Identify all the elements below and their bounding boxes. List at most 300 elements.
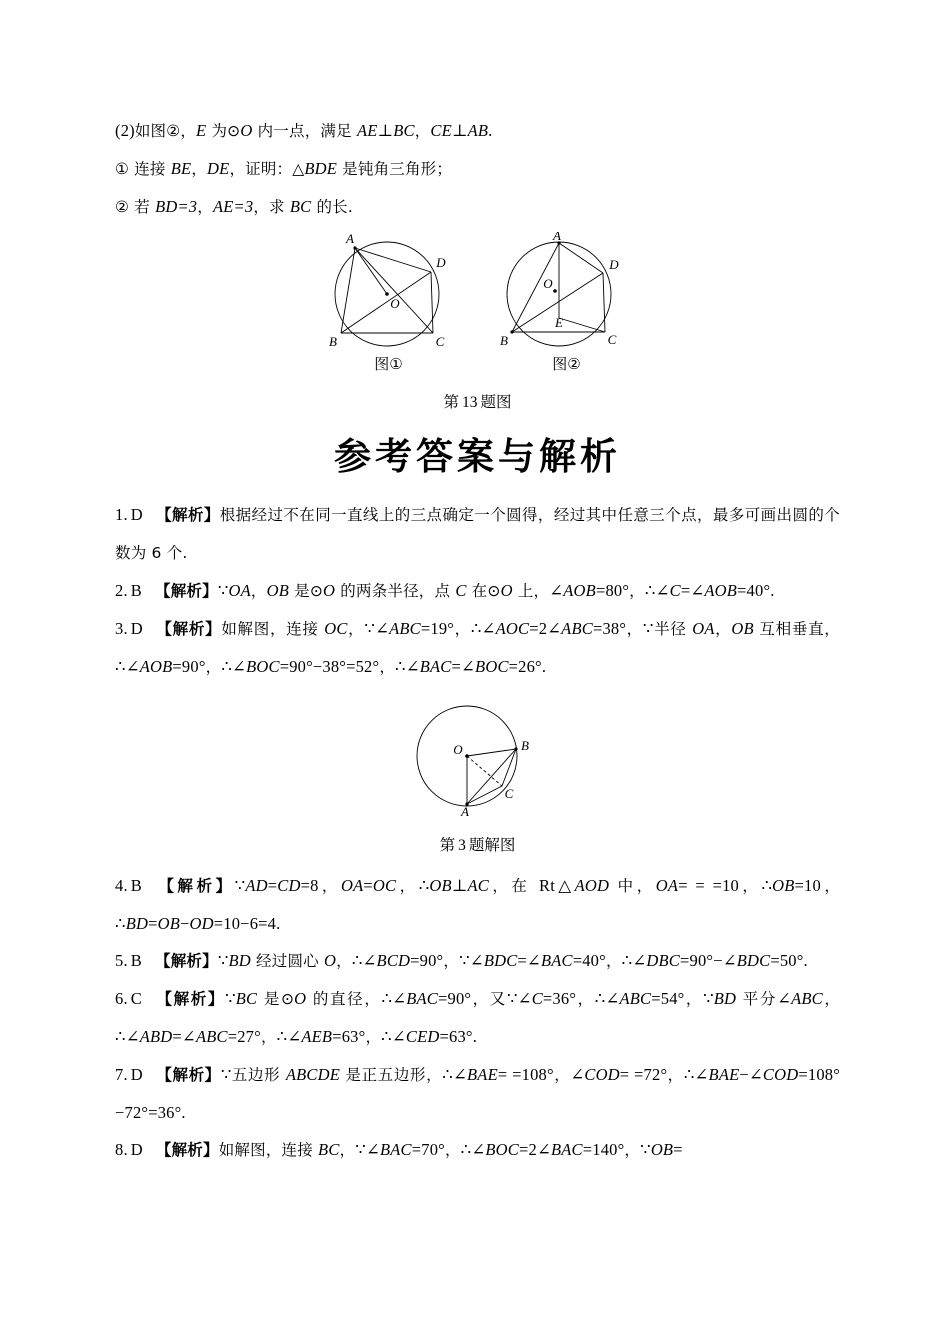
seg-cjk-20: ，: [739, 877, 762, 895]
circled-one-marker: ①: [115, 160, 130, 178]
seg-sym-25: ∴: [115, 914, 126, 933]
seg-math-5: ∠: [453, 1065, 468, 1084]
answer-5-number: 5.: [115, 951, 128, 970]
seg-math-27: ∠: [125, 1027, 140, 1046]
sol-line-AC: [467, 786, 502, 804]
sol-caption-suffix: 题解图: [468, 836, 516, 854]
seg-it-7: C: [455, 581, 467, 600]
seg-it-6: OA: [341, 876, 364, 895]
seg-sym-0: ∵: [217, 951, 229, 970]
answer-7-tag: 【解析】: [155, 1066, 221, 1084]
seg-it-18: OA: [655, 876, 679, 895]
connect-text: 连接: [129, 160, 171, 178]
seg-cjk-24: ，: [820, 877, 841, 895]
sol-vertex-B-dot: [514, 747, 517, 750]
seg-cjk-14: ，: [626, 620, 643, 638]
section-heading: 参考答案与解析: [334, 435, 621, 478]
seg-sym-8: ∴: [470, 619, 482, 638]
fig1-line-AO: [355, 248, 387, 294]
seg-math-29: −: [180, 914, 190, 933]
seg-sym-0: ∵: [217, 581, 229, 600]
question-figure-caption: [115, 390, 840, 412]
fig1-line-AB: [341, 248, 355, 333]
seg-sym-15: ∴: [594, 989, 606, 1008]
seg-cjk-25: ，: [822, 990, 841, 1008]
seg-cjk-20: 互相垂直，: [753, 620, 841, 638]
var-O: O: [240, 121, 253, 140]
expr-bd-eq-3: BD=3: [155, 197, 198, 216]
answer-3-choice: D: [130, 619, 143, 638]
seg-cjk-0: 如解图，连接: [221, 620, 325, 638]
var-BDE: BDE: [304, 159, 338, 178]
caption-number: 13: [462, 394, 478, 411]
seg-it-7: BCD: [376, 951, 411, 970]
fig1-label-B: B: [328, 334, 337, 349]
seg-it-28: BOC: [246, 657, 280, 676]
answer-item-1: [115, 496, 840, 572]
seg-cjk-2: 是⊙: [257, 990, 295, 1008]
sol-label-C: C: [504, 786, 513, 801]
seg-math-27: =: [148, 914, 158, 933]
seg-math-23: ∠: [777, 989, 792, 1008]
answer-1-tag: 【解析】: [155, 506, 220, 524]
seg-sym-4: ∴: [442, 1065, 453, 1084]
seg-cjk-8: ，: [553, 1066, 571, 1084]
seg-cjk-2: 经过圆心: [250, 952, 324, 970]
question-text-b: 为⊙: [206, 122, 241, 140]
seg-cjk-17: 中，: [609, 877, 656, 895]
seg-cjk-14: ，在: [489, 877, 539, 895]
question-text-c: 内一点，满足: [252, 122, 357, 140]
seg-cjk-5: ，: [318, 877, 341, 895]
find-text: ，求: [253, 198, 290, 216]
seg-math-29: =∠: [172, 1027, 196, 1046]
seg-sym-26: ∴: [221, 657, 233, 676]
fig2-center-dot: [553, 289, 557, 293]
seg-it-1: BC: [235, 989, 258, 1008]
answer-2-choice: B: [130, 581, 142, 600]
answer-1-body: 根据经过不在同一直线上的三点确定一个圆得，经过其中任意三个点，最多可画出圆的个数为 6 个.: [115, 506, 840, 562]
seg-math-6: ∠: [392, 989, 407, 1008]
answer-5-tag: 【解析】: [155, 952, 218, 970]
seg-math-11: ∠: [469, 951, 484, 970]
question-text-a: 如图②，: [134, 122, 197, 140]
fig1-label-C: C: [435, 334, 444, 349]
seg-sym-21: ∴: [115, 657, 126, 676]
seg-math-16: ∠: [655, 581, 670, 600]
seg-math-6: =70°: [411, 1140, 445, 1159]
seg-math-6: =19°: [420, 619, 455, 638]
seg-math-7: = =108°: [497, 1065, 554, 1084]
seg-cjk-30: ，: [379, 658, 396, 676]
seg-it-12: BDC: [483, 951, 518, 970]
fig2-line-DC: [603, 273, 605, 332]
seg-cjk-2: ，: [250, 582, 267, 600]
seg-cjk-2: ，: [347, 620, 365, 638]
comma-2: ，: [191, 160, 208, 178]
seg-math-21: =40°.: [737, 581, 775, 600]
answer-item-5: [115, 942, 840, 980]
seg-it-17: ABC: [619, 989, 652, 1008]
answer-item-3: [115, 610, 840, 686]
sol-caption-prefix: 第: [439, 836, 456, 854]
answer-1-number: 1.: [115, 505, 128, 524]
seg-it-3: O: [323, 951, 337, 970]
seg-sym-15: ∵: [640, 1140, 651, 1159]
seg-cjk-4: 的直径，: [306, 990, 382, 1008]
answer-5-body: [218, 951, 808, 970]
seg-cjk-4: 是⊙: [289, 582, 324, 600]
seg-it-35: AEB: [301, 1027, 333, 1046]
seg-math-8: =90°: [437, 989, 472, 1008]
seg-cjk-7: ，: [454, 620, 471, 638]
seg-it-20: AOB: [704, 581, 738, 600]
expr-ae-perp-bc: AE⊥BC: [356, 121, 415, 140]
fig2-label-C: C: [607, 332, 616, 347]
seg-math-41: =63°.: [439, 1027, 478, 1046]
seg-cjk-4: ，: [336, 952, 352, 970]
seg-it-7: BAC: [406, 989, 438, 1008]
seg-math-11: ∠: [549, 581, 564, 600]
seg-math-18: =54°: [651, 989, 685, 1008]
seg-it-19: OB: [731, 619, 754, 638]
var-DE: DE: [207, 159, 230, 178]
seg-math-6: ∠: [362, 951, 377, 970]
seg-cjk-9: ，又: [471, 990, 507, 1008]
answers-list: [115, 496, 840, 1169]
seg-it-5: O: [323, 581, 336, 600]
seg-it-17: OA: [692, 619, 715, 638]
page-content: [115, 112, 840, 1169]
figure-row: [115, 232, 840, 374]
seg-math-4: ∠: [365, 1140, 380, 1159]
seg-it-1: OA: [228, 581, 251, 600]
seg-it-28: OB: [157, 914, 181, 933]
seg-math-39: ∠: [391, 1027, 406, 1046]
seg-math-13: =36°: [542, 989, 577, 1008]
seg-it-12: AOB: [563, 581, 596, 600]
seg-sym-21: ∴: [761, 876, 773, 895]
seg-math-27: ∠: [232, 657, 247, 676]
seg-sym-3: ∵: [355, 1140, 366, 1159]
seg-sym-38: ∴: [381, 1027, 392, 1046]
seg-math-18: ∠: [632, 951, 647, 970]
fig2-label-B: B: [499, 333, 508, 348]
seg-it-12: ABC: [561, 619, 593, 638]
solution-figure-circle-diagram: [403, 694, 553, 819]
seg-math-9: ∠: [570, 1065, 585, 1084]
seg-math-17: =: [673, 1140, 683, 1159]
length-text: 的长.: [311, 198, 353, 216]
seg-math-24: =90°: [172, 657, 206, 676]
seg-math-7: =: [363, 876, 373, 895]
seg-it-15: BAE: [708, 1065, 740, 1084]
fig2-label-O: O: [542, 276, 553, 291]
answer-7-choice: D: [130, 1065, 143, 1084]
figure-2-circle-diagram: [487, 232, 647, 357]
answer-2-tag: 【解析】: [155, 582, 218, 600]
seg-it-16: AOD: [574, 876, 610, 895]
seg-math-11: =2∠: [519, 1140, 551, 1159]
seg-math-9: ∠: [471, 1140, 486, 1159]
seg-sym-13: ∴: [683, 1065, 695, 1084]
seg-it-6: BAE: [467, 1065, 498, 1084]
seg-cjk-16: 半径: [653, 620, 693, 638]
seg-math-34: =∠: [451, 657, 476, 676]
answer-item-2: [115, 572, 840, 610]
fig1-center-dot: [385, 292, 389, 296]
sol-caption-number: 3: [458, 837, 466, 854]
expr-ce-perp-ab: CE⊥AB: [430, 121, 489, 140]
seg-it-16: OB: [650, 1140, 674, 1159]
seg-math-13: =∠: [517, 951, 541, 970]
seg-it-23: AOB: [139, 657, 173, 676]
seg-cjk-2: ，: [339, 1141, 356, 1159]
seg-it-30: ABC: [195, 1027, 228, 1046]
seg-math-15: =40°: [572, 951, 606, 970]
seg-cjk-10: 上，: [512, 582, 550, 600]
seg-math-18: =108°−72°=36°.: [115, 1065, 841, 1122]
seg-math-32: ∠: [405, 657, 420, 676]
seg-cjk-37: ，: [365, 1028, 382, 1046]
sol-line-OB: [467, 749, 516, 756]
seg-it-5: BAC: [379, 1140, 412, 1159]
figure-2-cell: [487, 232, 647, 374]
question-line-1: [115, 112, 840, 150]
sol-center-dot: [465, 754, 469, 758]
seg-sym-15: ∴: [644, 581, 656, 600]
seg-cjk-25: ，: [205, 658, 222, 676]
seg-sym-10: ∵: [506, 989, 518, 1008]
seg-cjk-6: 的两条半径，点: [335, 582, 456, 600]
seg-it-21: BDC: [736, 951, 771, 970]
figure-2-label: 图②: [552, 355, 581, 373]
seg-math-34: ∠: [287, 1027, 302, 1046]
question-line-3: [115, 188, 840, 226]
caption-prefix: 第: [443, 393, 459, 411]
seg-math-22: ∠: [125, 657, 140, 676]
seg-sym-20: ∵: [703, 989, 714, 1008]
seg-sym-17: ∴: [621, 951, 633, 970]
answer-item-6: [115, 980, 840, 1056]
answer-2-number: 2.: [115, 581, 128, 600]
figure-1-label: 图①: [374, 355, 403, 373]
seg-math-14: ∠: [694, 1065, 709, 1084]
var-BC: BC: [289, 197, 312, 216]
fig2-label-D: D: [608, 257, 619, 272]
seg-math-22: =50°.: [770, 951, 808, 970]
fig1-label-A: A: [345, 232, 354, 246]
fig2-label-E: E: [554, 315, 563, 330]
seg-it-9: O: [500, 581, 513, 600]
seg-math-12: ⊥: [451, 876, 468, 895]
seg-cjk-19: ，: [684, 990, 704, 1008]
seg-cjk-7: ，: [444, 1141, 461, 1159]
seg-cjk-32: ，: [260, 1028, 277, 1046]
seg-it-13: AC: [467, 876, 489, 895]
seg-it-24: ABC: [791, 989, 823, 1008]
seg-sym-26: ∴: [115, 1027, 126, 1046]
answer-item-4: [115, 867, 840, 942]
period-1: .: [488, 121, 493, 140]
seg-it-1: BD: [228, 951, 251, 970]
sol-label-A: A: [460, 804, 469, 819]
sol-label-O: O: [452, 742, 463, 757]
seg-it-30: OD: [189, 914, 214, 933]
seg-it-11: OB: [429, 876, 452, 895]
comma-3: ，: [197, 198, 213, 216]
seg-cjk-8: 在⊙: [466, 582, 501, 600]
seg-it-14: BAC: [540, 951, 573, 970]
seg-math-11: = =72°: [619, 1065, 668, 1084]
solution-figure-row: [115, 694, 840, 819]
seg-sym-33: ∴: [276, 1027, 288, 1046]
obtuse-triangle-text: 是钝角三角形；: [337, 160, 453, 178]
fig2-vertex-B-dot: [510, 330, 513, 333]
answer-7-number: 7.: [115, 1065, 128, 1084]
fig1-label-D: D: [435, 255, 446, 270]
seg-cjk-1: 五边形: [231, 1066, 286, 1084]
seg-it-17: COD: [762, 1065, 799, 1084]
answer-8-tag: 【解析】: [155, 1141, 219, 1159]
answer-8-choice: D: [130, 1140, 143, 1159]
var-E: E: [196, 121, 207, 140]
seg-it-17: C: [669, 581, 681, 600]
seg-math-31: =27°: [227, 1027, 261, 1046]
seg-sym-8: ∴: [460, 1140, 472, 1159]
seg-math-23: =10: [794, 876, 821, 895]
seg-math-19: = = =10: [678, 876, 739, 895]
seg-sym-5: ∴: [351, 951, 363, 970]
seg-math-36: =26°.: [508, 657, 547, 676]
seg-cjk-3: 是正五边形，: [340, 1066, 443, 1084]
seg-it-10: AOC: [495, 619, 530, 638]
answer-6-number: 6.: [115, 989, 128, 1008]
seg-cjk-22: 平分: [736, 990, 778, 1008]
seg-it-12: C: [531, 989, 543, 1008]
answer-3-tag: 【解析】: [155, 620, 222, 638]
seg-it-40: CED: [405, 1027, 440, 1046]
seg-it-33: BAC: [419, 657, 452, 676]
if-text: 若: [129, 198, 156, 216]
seg-math-36: =63°: [332, 1027, 366, 1046]
seg-sym-10: ∵: [459, 951, 470, 970]
figure-1-circle-diagram: [309, 232, 469, 357]
seg-cjk-14: ，: [576, 990, 595, 1008]
seg-cjk-18: ，: [714, 620, 732, 638]
seg-math-18: =: [680, 581, 691, 600]
seg-it-12: BAC: [550, 1140, 583, 1159]
seg-math-13: =80°: [595, 581, 630, 600]
seg-it-3: O: [294, 989, 307, 1008]
answer-3-body: [115, 619, 840, 676]
expr-ae-eq-3: AE=3: [212, 197, 254, 216]
question-figures: [115, 232, 840, 412]
solution-figure-block: [115, 694, 840, 855]
seg-math-9: ∠: [481, 619, 496, 638]
seg-it-5: ABC: [389, 619, 421, 638]
seg-cjk-9: ，: [396, 877, 419, 895]
seg-it-1: BC: [318, 1140, 340, 1159]
seg-it-2: ABCDE: [285, 1065, 341, 1084]
seg-math-16: −∠: [739, 1065, 763, 1084]
seg-it-1: OC: [324, 619, 348, 638]
sol-line-CB: [502, 749, 516, 786]
seg-math-13: =38°: [592, 619, 627, 638]
answer-8-body: [219, 1140, 683, 1159]
answer-6-choice: C: [130, 989, 142, 1008]
answer-7-body: [115, 1065, 840, 1122]
seg-it-35: BOC: [475, 657, 509, 676]
seg-cjk-9: ，: [443, 952, 460, 970]
fig2-label-A: A: [552, 232, 561, 243]
seg-sym-5: ∴: [381, 989, 393, 1008]
seg-cjk-0: 如解图，连接: [218, 1141, 319, 1159]
seg-it-19: DBC: [646, 951, 680, 970]
seg-math-19: ∠: [690, 581, 705, 600]
seg-cjk-12: ，: [667, 1066, 684, 1084]
fig2-line-EC: [559, 318, 605, 332]
seg-math-15: Rt△: [539, 876, 575, 895]
caption-suffix: 题图: [480, 393, 512, 411]
seg-math-16: ∠: [605, 989, 620, 1008]
question-line-2: [115, 150, 840, 188]
fig1-line-DC: [431, 272, 433, 333]
answer-3-number: 3.: [115, 619, 128, 638]
answer-1-choice: D: [130, 505, 143, 524]
seg-it-3: OB: [266, 581, 290, 600]
comma-1: ，: [414, 122, 431, 140]
answer-item-8: [115, 1131, 840, 1169]
seg-sym-3: ∵: [364, 619, 376, 638]
seg-sym-31: ∴: [395, 657, 406, 676]
question-prefix: (2): [115, 121, 135, 140]
seg-math-29: =90°−38°=52°: [279, 657, 380, 676]
seg-cjk-14: ，: [624, 1141, 641, 1159]
seg-math-31: =10−6=4.: [213, 914, 281, 933]
answer-5-choice: B: [130, 951, 142, 970]
seg-it-22: OB: [772, 876, 795, 895]
answer-4-choice: B: [130, 876, 142, 895]
solution-figure-cell: [403, 694, 553, 819]
answer-8-number: 8.: [115, 1140, 128, 1159]
seg-sym-10: ∴: [418, 876, 430, 895]
seg-math-8: =90°: [410, 951, 444, 970]
circled-two-marker: ②: [115, 198, 130, 216]
seg-it-26: BD: [125, 914, 149, 933]
seg-math-13: =140°: [582, 1140, 625, 1159]
seg-math-20: =90°−∠: [679, 951, 737, 970]
seg-cjk-16: ，: [605, 952, 622, 970]
fig1-vertex-A-dot: [353, 246, 356, 249]
seg-it-1: AD: [245, 876, 268, 895]
seg-math-11: ∠: [517, 989, 532, 1008]
answer-6-tag: 【解析】: [155, 990, 226, 1008]
seg-sym-0: ∵: [225, 989, 236, 1008]
answer-2-body: [218, 581, 775, 600]
seg-math-4: ∠: [375, 619, 390, 638]
var-BE: BE: [170, 159, 192, 178]
sol-label-B: B: [520, 738, 529, 753]
seg-it-3: CD: [277, 876, 301, 895]
answer-4-number: 4.: [115, 876, 128, 895]
seg-it-10: BOC: [485, 1140, 519, 1159]
prove-text: ，证明：△: [229, 160, 305, 178]
seg-math-2: =: [267, 876, 278, 895]
seg-cjk-14: ，: [629, 582, 645, 600]
seg-it-8: OC: [372, 876, 397, 895]
seg-it-10: COD: [584, 1065, 620, 1084]
